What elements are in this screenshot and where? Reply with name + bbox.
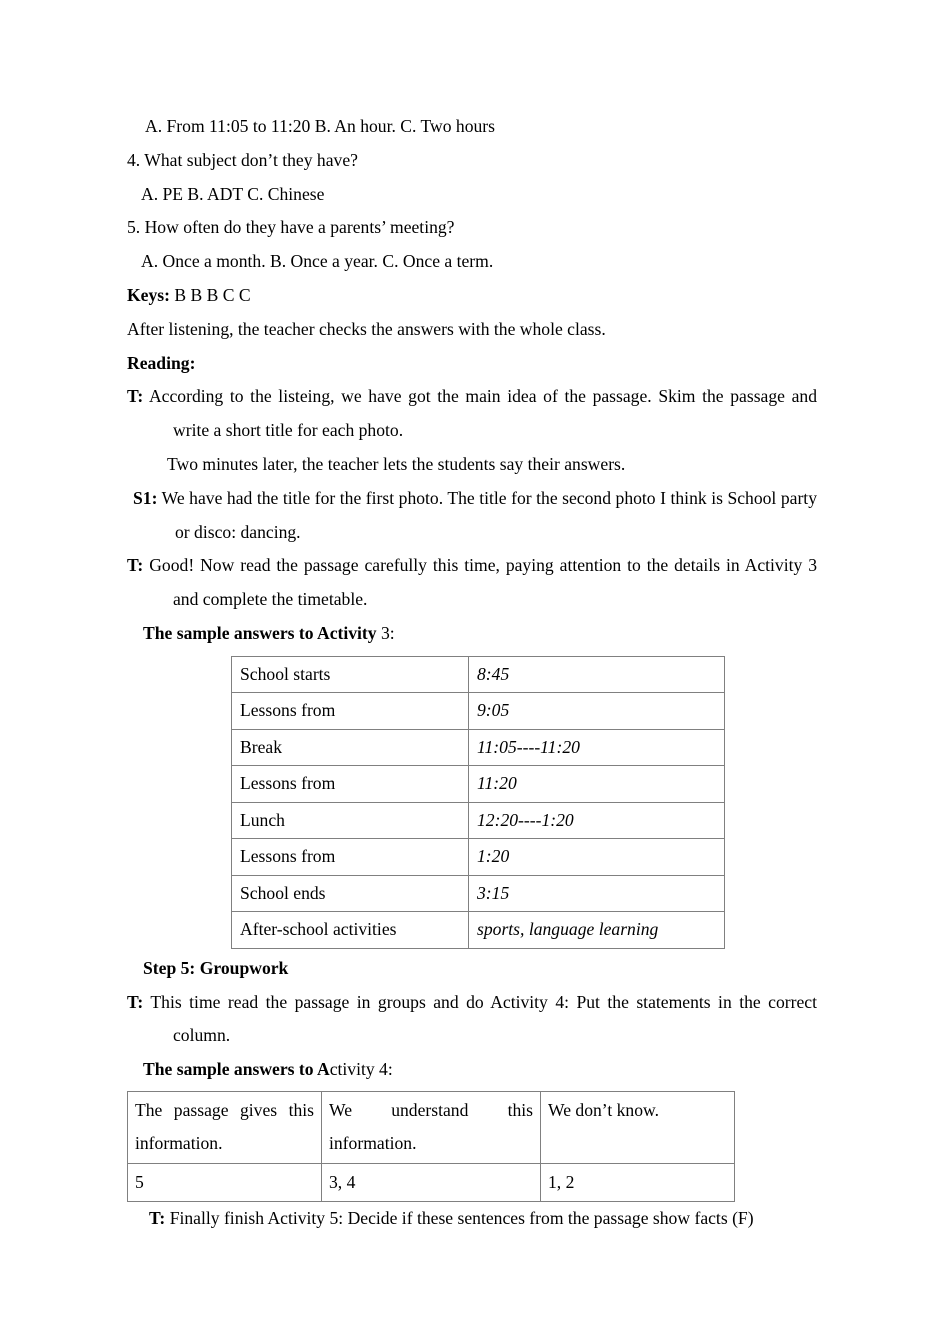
table-row	[232, 839, 725, 876]
table-row	[128, 1163, 735, 1202]
activity3-heading-bold: The sample answers to Activity	[143, 622, 377, 643]
timetable-label: Lunch	[232, 802, 469, 839]
timetable	[231, 656, 725, 949]
timetable-label: Lessons from	[232, 693, 469, 730]
activity4-header-cell: We understand this information.	[322, 1091, 541, 1163]
timetable-value: 1:20	[469, 839, 725, 876]
timetable-label: Lessons from	[232, 839, 469, 876]
q3-options-line: A. From 11:05 to 11:20 B. An hour. C. Two hours	[145, 116, 496, 136]
table-row	[232, 656, 725, 693]
timetable-value: 9:05	[469, 693, 725, 730]
speaker-label-t3: T:	[127, 991, 144, 1012]
timetable-label: Lessons from	[232, 766, 469, 803]
table-row	[232, 693, 725, 730]
activity4-table-wrapper	[127, 1091, 817, 1203]
keys-value: B B B C C	[170, 284, 251, 305]
step5-heading: Step 5: Groupwork	[143, 957, 289, 978]
timetable-value: sports, language learning	[469, 912, 725, 949]
narration-line-1: Two minutes later, the teacher lets the students say their answers.	[167, 453, 626, 474]
activity4-heading-rest: ctivity 4:	[329, 1059, 393, 1080]
activity3-heading-rest: 3:	[376, 622, 395, 643]
document-body	[127, 110, 817, 1236]
closing-text: Finally finish Activity 5: Decide if these sentences from the passage show facts (F)	[165, 1208, 754, 1229]
timetable-label: Break	[232, 729, 469, 766]
timetable-value: 3:15	[469, 875, 725, 912]
keys-label: Keys:	[127, 284, 170, 305]
timetable-value: 8:45	[469, 656, 725, 693]
speaker-label-t2: T:	[127, 555, 144, 576]
table-row	[232, 912, 725, 949]
timetable-value: 12:20----1:20	[469, 802, 725, 839]
reading-heading: Reading:	[127, 352, 196, 373]
activity4-heading-bold: The sample answers to A	[143, 1059, 330, 1080]
table-row	[232, 875, 725, 912]
teacher-turn-1-text: According to the listeing, we have got the main idea of the passage. Skim the passage and write a short title for each photo.	[143, 386, 817, 441]
teacher-turn-3-text: This time read the passage in groups and do Activity 4: Put the statements in the correct column.	[143, 991, 817, 1046]
teacher-turn-1	[127, 380, 817, 448]
activity3-table-wrapper	[127, 656, 817, 949]
q5-question-line: 5. How often do they have a parents’ meeting?	[127, 217, 455, 238]
activity4-value-cell: 5	[128, 1163, 322, 1202]
after-listening-line: After listening, the teacher checks the answers with the whole class.	[127, 318, 606, 339]
table-row	[232, 766, 725, 803]
activity4-header-cell: We don’t know.	[541, 1091, 735, 1163]
timetable-label: After-school activities	[232, 912, 469, 949]
timetable-value: 11:20	[469, 766, 725, 803]
q4-options-line: A. PE B. ADT C. Chinese	[141, 183, 325, 204]
activity4-value-cell: 3, 4	[322, 1163, 541, 1202]
student-turn-1	[127, 482, 817, 550]
activity4-value-cell: 1, 2	[541, 1163, 735, 1202]
teacher-turn-2	[127, 549, 817, 617]
speaker-label-s1: S1:	[133, 487, 158, 508]
q4-question-line: 4. What subject don’t they have?	[127, 149, 358, 170]
speaker-label-t: T:	[127, 386, 144, 407]
table-row	[232, 802, 725, 839]
activity3-heading	[127, 617, 817, 651]
timetable-body	[232, 656, 725, 948]
table-row	[128, 1091, 735, 1163]
teacher-turn-3	[127, 986, 817, 1054]
speaker-label-t4: T:	[149, 1208, 166, 1229]
activity4-heading	[127, 1053, 817, 1087]
activity4-table	[127, 1091, 735, 1203]
timetable-value: 11:05----11:20	[469, 729, 725, 766]
teacher-turn-2-text: Good! Now read the passage carefully this time, paying attention to the details in Activity 3 and complete the timetable.	[143, 555, 817, 610]
activity4-header-cell: The passage gives this information.	[128, 1091, 322, 1163]
timetable-label: School starts	[232, 656, 469, 693]
keys-line	[127, 279, 817, 313]
timetable-label: School ends	[232, 875, 469, 912]
closing-line	[127, 1202, 817, 1236]
q5-options-line: A. Once a month. B. Once a year. C. Once a term.	[141, 251, 494, 272]
activity4-table-body	[128, 1091, 735, 1202]
student-turn-1-text: We have had the title for the first photo. The title for the second photo I think is School party or disco: dancing.	[157, 487, 817, 542]
table-row	[232, 729, 725, 766]
